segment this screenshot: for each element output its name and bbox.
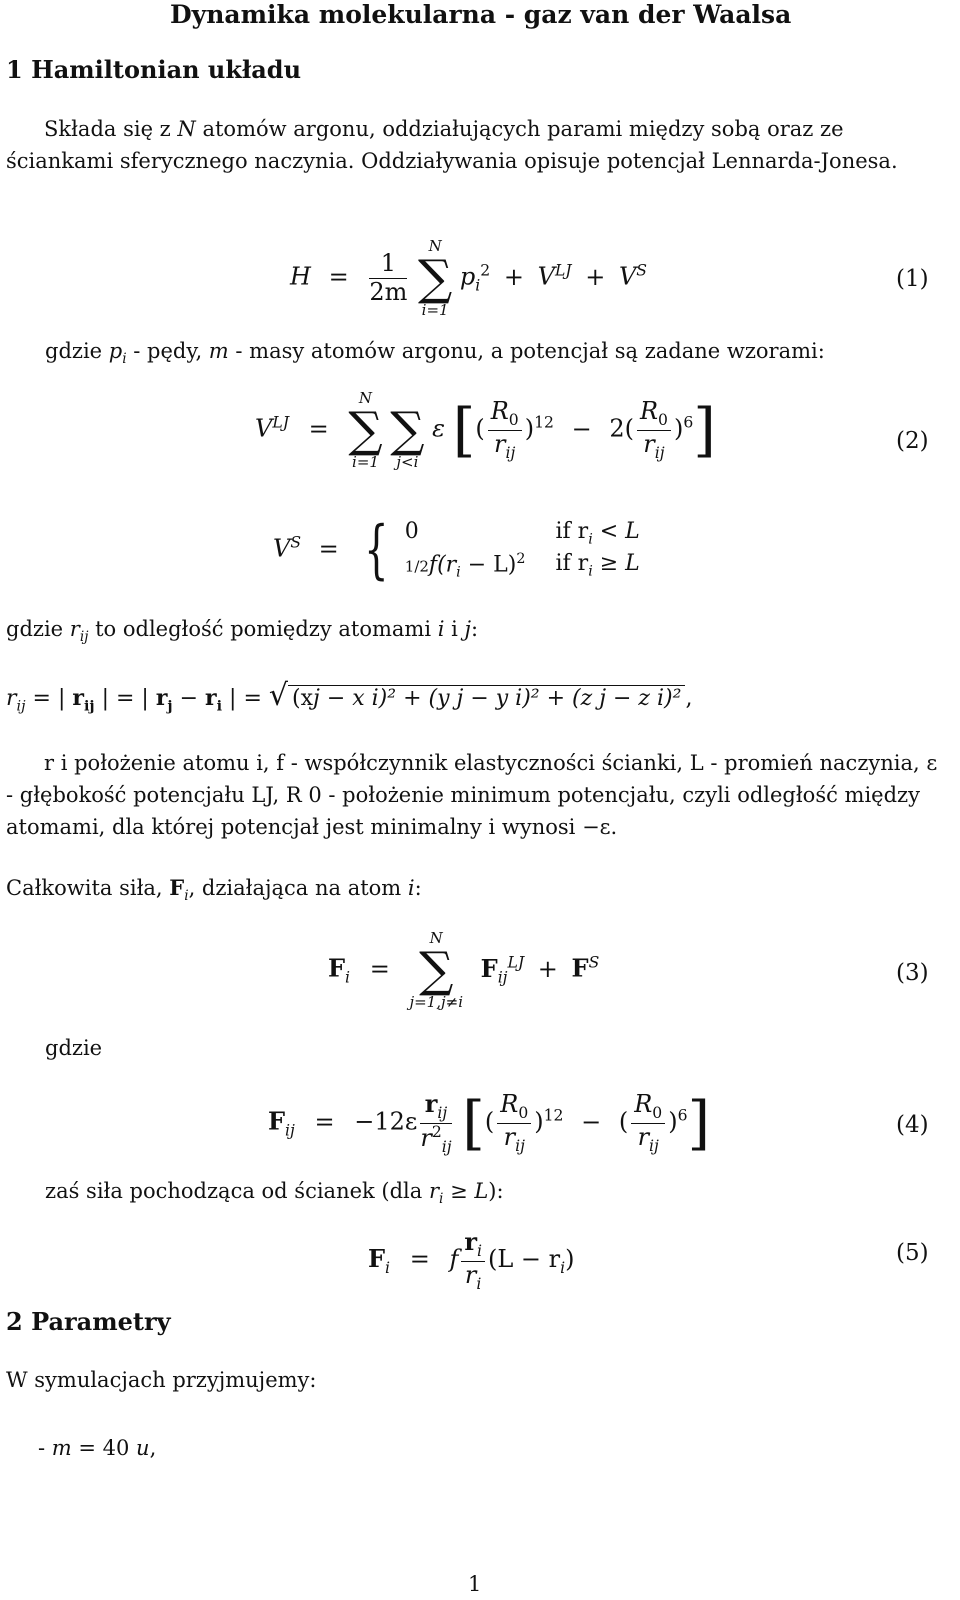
equation-number-2: (2) xyxy=(896,428,929,454)
sqrt-content: (xj − x i)² + (y j − y i)² + (z j − z i)² xyxy=(288,685,685,711)
param-mass: - m = 40 u, xyxy=(38,1436,157,1460)
equation-2: $V^{LJ}$ = N ∑ i=1 ∑ j<i ε [( $\frac{R_0}{r_{ij}}$ )$^{12}$ − 2( $\frac{R_0}{r_{ij}}$ )$^6$] xyxy=(255,389,716,471)
where-label: gdzie xyxy=(45,1036,103,1060)
params-intro: W symulacjach przyjmujemy: xyxy=(6,1368,317,1392)
section-heading-1 xyxy=(6,55,301,84)
equation-distance: $r_{ij}$ = | $r_{ij}$ | = | $r_j - r_i$ | = √ (xj − x i)² + (y j − y i)² + (z j − z i)² , xyxy=(6,678,693,715)
equation-wall-potential: $V^S$ = { 0 if $r_i < L$ $1/2f(r_i - L)^2$ if $r_i \ge L$ xyxy=(273,513,640,587)
equation-number-3: (3) xyxy=(896,960,929,986)
equation-3: $F_i$ = N ∑ j=1,j≠i $F_{ij}^{LJ} + F^S$ xyxy=(328,929,600,1011)
section-heading-2 xyxy=(6,1307,171,1336)
equation-5: $F_i = f$ $\frac{r_i}{r_i}$ $(L - r_i)$ xyxy=(368,1227,575,1293)
fraction: $\frac{R_0}{r_{ij}}$ xyxy=(631,1091,665,1155)
wall-force-intro: zaś siła pochodząca od ścianek (dla $r_i \ge L$): xyxy=(45,1179,504,1208)
equation-1: H = $\frac{1}{2m}$ N ∑ i=1 $p_i^2 + V^{LJ} + V^S$ xyxy=(290,237,647,319)
fraction: $\frac{1}{2m}$ xyxy=(369,248,408,306)
sum-symbol: N ∑ j=1,j≠i xyxy=(409,929,463,1011)
equation-number-1: (1) xyxy=(896,266,929,292)
force-intro: Całkowita siła, $F_i$, działająca na atom i: xyxy=(6,875,422,905)
section-number: 2 xyxy=(6,1307,23,1336)
equation-4: $F_{ij} = -12\varepsilon$ $\frac{r_{ij}}{r^2_{ij}}$ [( $\frac{R_0}{r_{ij}}$ )$^{12}$ − ( $\frac{R_0}{r_{ij}}$ )$^6$] xyxy=(268,1089,711,1158)
section-title: Hamiltonian układu xyxy=(31,55,302,84)
sum-symbol: ∑ j<i xyxy=(390,402,425,471)
page-number: 1 xyxy=(468,1572,482,1596)
section-number: 1 xyxy=(6,55,23,84)
equation-number-4: (4) xyxy=(896,1112,929,1138)
sum-symbol: N ∑ i=1 xyxy=(418,237,453,319)
where-paragraph-1: gdzie $p_i$ - pędy, m - masy atomów argonu, a potencjał są zadane wzorami: xyxy=(45,339,825,368)
fraction: $\frac{R_0}{r_{ij}}$ xyxy=(488,398,522,462)
section-title: Parametry xyxy=(31,1307,171,1336)
where-paragraph-2: gdzie $r_{ij}$ to odległość pomiędzy atomami i i j: xyxy=(6,617,479,646)
intro-paragraph: Składa się z N atomów argonu, oddziałujących parami między sobą oraz ze ściankami sferycznego naczynia. Oddziaływania opisuje potencjał Lennarda-Jonesa. xyxy=(6,117,898,173)
equation-number-5: (5) xyxy=(896,1240,929,1266)
fraction: $\frac{R_0}{r_{ij}}$ xyxy=(637,398,671,462)
sum-symbol: N ∑ i=1 xyxy=(348,389,383,471)
fraction: $\frac{R_0}{r_{ij}}$ xyxy=(497,1091,531,1155)
fraction: $\frac{r_{ij}}{r^2_{ij}}$ xyxy=(420,1089,452,1156)
page-title: Dynamika molekularna - gaz van der Waalsa xyxy=(170,0,792,29)
cases: 0 if $r_i < L$ $1/2f(r_i - L)^2$ if $r_i \ge L$ xyxy=(404,518,640,582)
fraction: $\frac{r_i}{r_i}$ xyxy=(461,1228,485,1293)
description-paragraph: r i położenie atomu i, f - współczynnik elastyczności ścianki, L - promień naczynia, ε - głębokość potencjału LJ, R 0 - położenie minimum potencjału, czyli odległość między atomami, dla której potencjał jest minimalny i wynosi −ε. xyxy=(6,751,938,839)
